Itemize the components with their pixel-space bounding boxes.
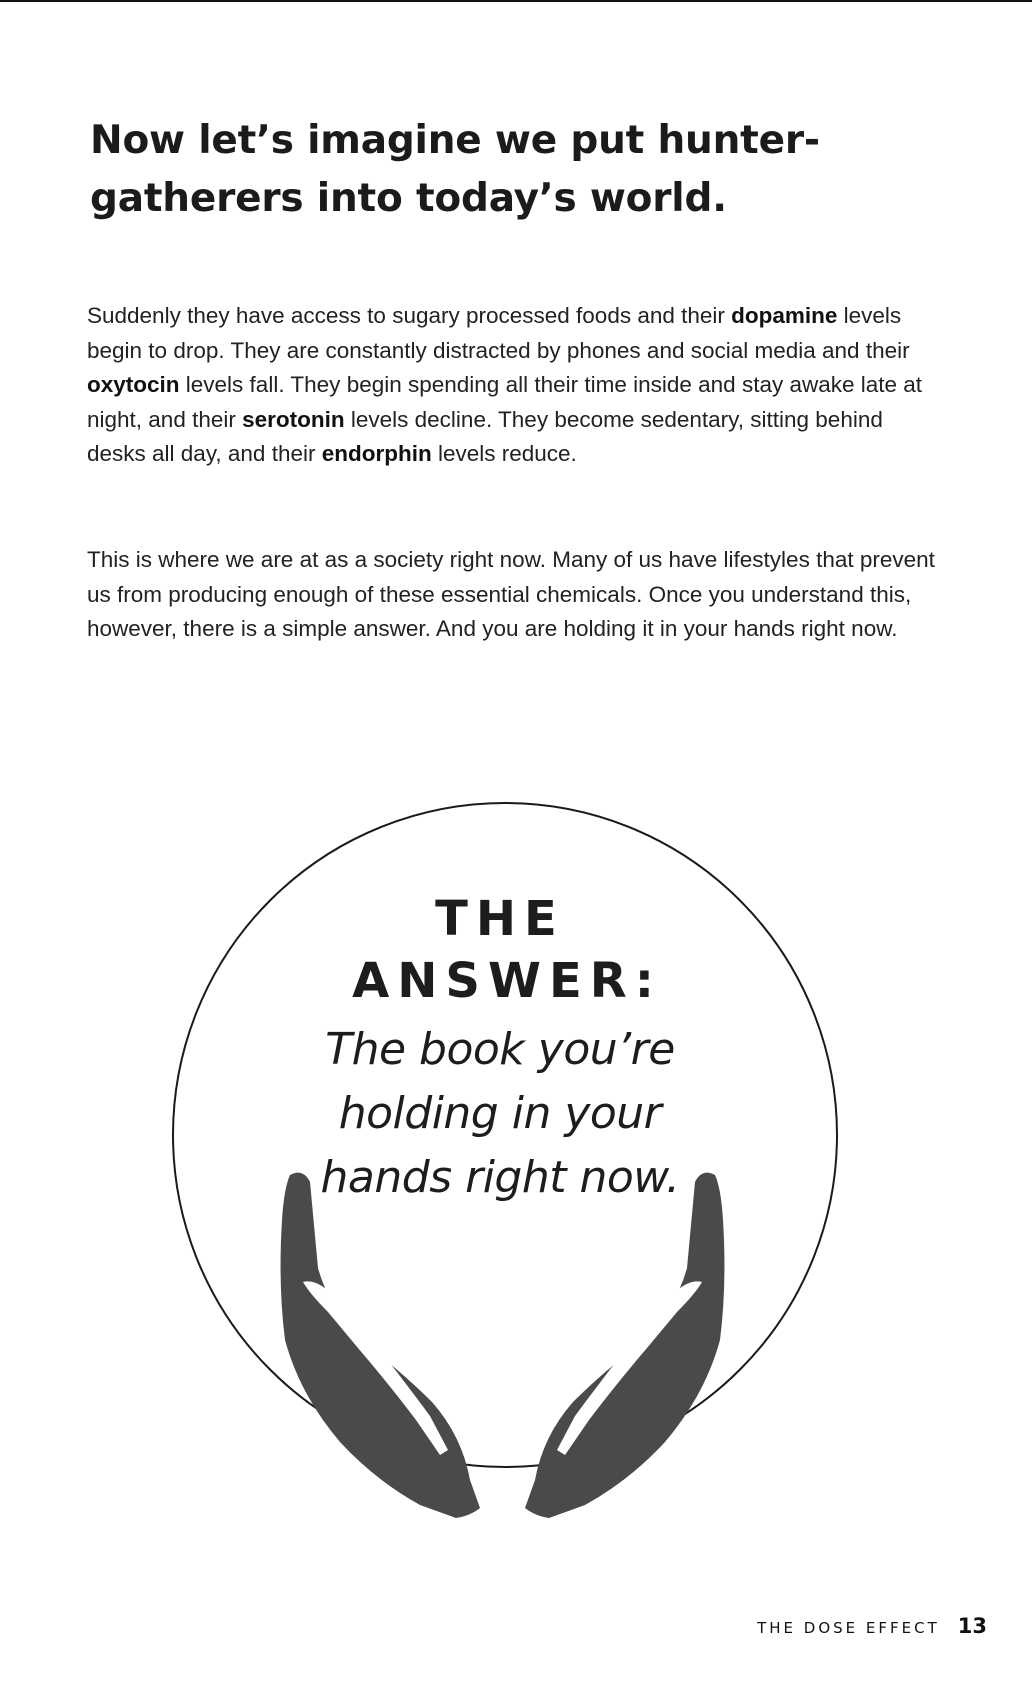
page-number: 13 <box>957 1614 987 1638</box>
answer-body-text: The book you’re holding in your hands right now. <box>320 1024 680 1203</box>
keyword-endorphin: endorphin <box>321 441 432 466</box>
text-segment: levels decline. They become sedentary, sitting behind desks all day, and their <box>87 406 883 466</box>
text-segment: levels reduce. <box>431 441 577 466</box>
answer-text-block <box>300 888 700 1210</box>
right-hand-icon <box>525 1173 724 1518</box>
answer-title-line1: THE <box>435 891 565 947</box>
text-segment: levels begin to drop. They are constantly distracted by phones and social media and their <box>87 303 910 363</box>
top-rule <box>0 0 1032 2</box>
page-footer <box>757 1614 987 1638</box>
answer-title-line2: ANSWER: <box>352 953 662 1009</box>
keyword-serotonin: serotonin <box>242 406 345 432</box>
page-heading: Now let’s imagine we put hunter-gatherers into today’s world. <box>90 118 820 221</box>
keyword-dopamine: dopamine <box>731 303 838 328</box>
text-segment: levels fall. They begin spending all their time inside and stay awake late at night, and their <box>87 372 923 432</box>
answer-figure <box>0 800 1032 1520</box>
keyword-oxytocin: oxytocin <box>87 372 180 397</box>
left-hand-icon <box>281 1173 480 1518</box>
paragraph-hormones <box>87 299 947 472</box>
text-segment: Suddenly they have access to sugary processed foods and their <box>87 303 732 328</box>
paragraph-society: This is where we are at as a society right now. Many of us have lifestyles that prevent us from producing enough of these essential chemicals. Once you understand this, however, there is a simple answer. And you are holding it in your hands right now. <box>87 547 935 641</box>
running-title: THE DOSE EFFECT <box>757 1619 940 1637</box>
